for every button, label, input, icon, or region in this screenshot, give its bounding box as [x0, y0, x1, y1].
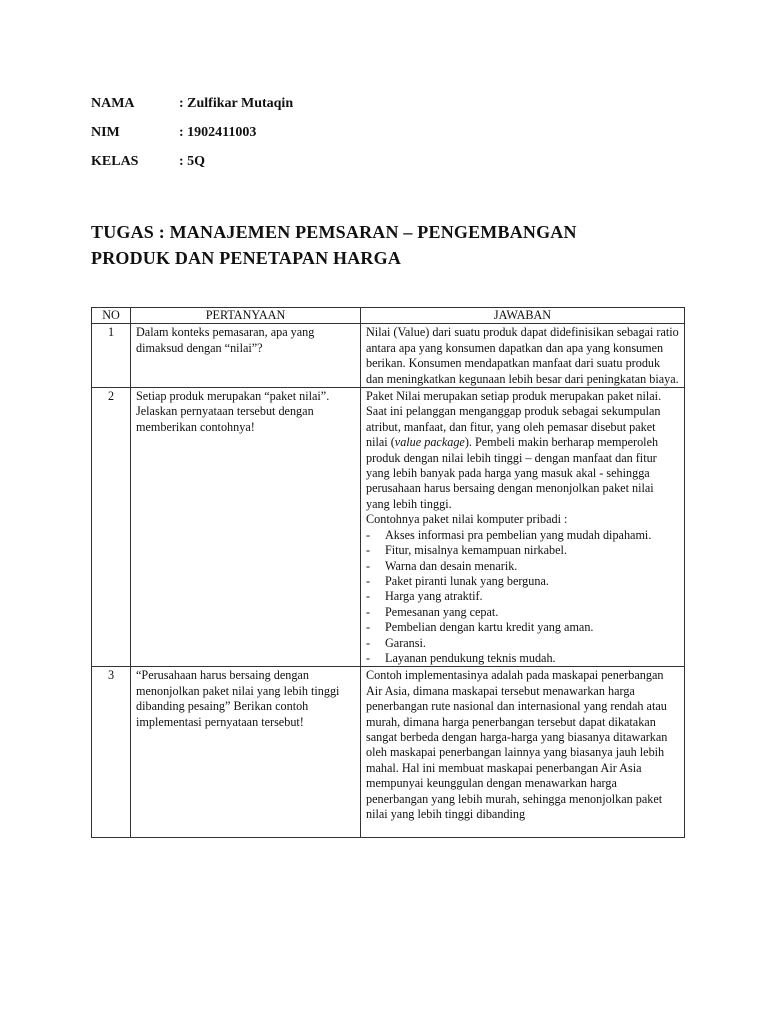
nama-label: NAMA — [91, 96, 135, 111]
example-intro: Contohnya paket nilai komputer pribadi : — [366, 512, 568, 527]
kelas-value: : 5Q — [179, 154, 206, 169]
list-item: - Warna dan desain menarik. — [366, 559, 679, 574]
nim-row — [91, 124, 256, 142]
kelas-row — [91, 153, 205, 171]
answer-cell: Nilai (Value) dari suatu produk dapat didefinisikan sebagai ratio antara apa yang konsumen dapatkan dan apa yang konsumen berikan. Konsumen mendapatkan manfaat dari suatu produk dan meningkatkan kegunaan lebih besar dari peningkatan biaya. — [361, 324, 685, 388]
document-title — [91, 219, 691, 271]
title-line-2: PRODUK DAN PENETAPAN HARGA — [91, 248, 402, 268]
header-no: NO — [92, 308, 131, 324]
table-header-row — [92, 308, 685, 324]
table-row — [92, 667, 685, 838]
nama-row — [91, 95, 293, 113]
list-item: - Pemesanan yang cepat. — [366, 605, 679, 620]
example-list — [366, 528, 679, 667]
header-jawaban: JAWABAN — [361, 308, 685, 324]
list-item: - Akses informasi pra pembelian yang mudah dipahami. — [366, 528, 679, 543]
nim-label: NIM — [91, 125, 120, 140]
qa-table — [91, 307, 685, 838]
list-item: - Fitur, misalnya kemampuan nirkabel. — [366, 543, 679, 558]
title-line-1: TUGAS : MANAJEMEN PEMSARAN – PENGEMBANGAN — [91, 222, 577, 242]
header-pertanyaan: PERTANYAAN — [131, 308, 361, 324]
row-number: 1 — [92, 324, 131, 388]
table-row — [92, 324, 685, 388]
answer-cell — [361, 667, 685, 838]
list-item: - Layanan pendukung teknis mudah. — [366, 651, 679, 666]
kelas-label: KELAS — [91, 154, 139, 169]
answer-text: Contoh implementasinya adalah pada maskapai penerbangan Air Asia, dimana maskapai tersebut menawarkan harga penerbangan rute nasional dan internasional yang rendah atau murah, dimana harga penerbangan tersebut dapat dikatakan sangat berbeda dengan harga-harga yang biasanya ditawarkan oleh maskapai penerbangan lainnya yang biasanya jauh lebih mahal. Hal ini membuat maskapai penerbangan Air Asia mempunyai keunggulan dengan menawarkan harga penerbangan yang lebih murah, sehingga menonjolkan paket nilai yang lebih tinggi dibanding — [366, 668, 668, 821]
answer-text: ). Pembeli makin berharap memperoleh produk dengan nilai lebih tinggi – dengan manfaat dan fitur yang lebih banyak pada harga yang masuk akal - sehingga perusahaan harus bersaing dengan menonjolkan paket nilai yang lebih tinggi. — [366, 435, 659, 511]
table-row — [92, 388, 685, 667]
question-cell: Setiap produk merupakan “paket nilai”. Jelaskan pernyataan tersebut dengan memberikan contohnya! — [131, 388, 361, 667]
answer-italic-term: value package — [394, 435, 465, 450]
answer-cell — [361, 388, 685, 667]
nama-value: : Zulfikar Mutaqin — [179, 96, 294, 111]
list-item: - Paket piranti lunak yang berguna. — [366, 574, 679, 589]
nim-value: : 1902411003 — [179, 125, 257, 140]
question-cell: Dalam konteks pemasaran, apa yang dimaksud dengan “nilai”? — [131, 324, 361, 388]
row-number: 3 — [92, 667, 131, 838]
list-item: - Harga yang atraktif. — [366, 589, 679, 604]
answer-paragraph — [366, 389, 679, 512]
list-item: - Garansi. — [366, 636, 679, 651]
answer-text: Paket Nilai merupakan setiap produk merupakan paket nilai. Saat ini pelanggan menganggap produk sebagai sekumpulan atribut, manfaat, dan fitur, yang oleh pemasar disebut paket nilai ( — [366, 389, 662, 450]
question-cell: “Perusahaan harus bersaing dengan menonjolkan paket nilai yang lebih tinggi dibanding pesaing” Berikan contoh implementasi pernyataan tersebut! — [131, 667, 361, 838]
row-number: 2 — [92, 388, 131, 667]
list-item: - Pembelian dengan kartu kredit yang aman. — [366, 620, 679, 635]
